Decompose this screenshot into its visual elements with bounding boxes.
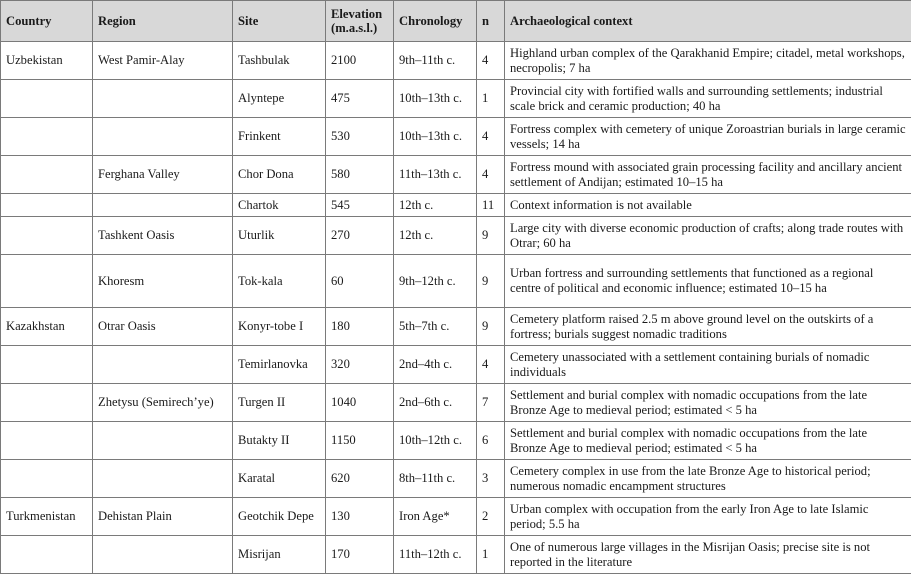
cell-elevation: 620 (326, 460, 394, 498)
table-row (1, 194, 911, 217)
cell-site: Tok-kala (233, 255, 326, 308)
cell-site: Chor Dona (233, 156, 326, 194)
cell-n: 1 (477, 536, 505, 574)
cell-region: Tashkent Oasis (93, 217, 233, 255)
cell-site: Turgen II (233, 384, 326, 422)
cell-country (1, 536, 93, 574)
cell-region (93, 460, 233, 498)
cell-elevation: 2100 (326, 42, 394, 80)
cell-site: Temirlanovka (233, 346, 326, 384)
cell-country (1, 217, 93, 255)
cell-context: Settlement and burial complex with nomadic occupations from the late Bronze Age to medieval period; estimated < 5 ha (505, 422, 911, 460)
cell-country (1, 80, 93, 118)
cell-chronology: Iron Age* (394, 498, 477, 536)
cell-country (1, 156, 93, 194)
cell-chronology: 9th–12th c. (394, 255, 477, 308)
header-context: Archaeological context (505, 1, 911, 42)
cell-elevation: 475 (326, 80, 394, 118)
cell-chronology: 2nd–6th c. (394, 384, 477, 422)
cell-region (93, 194, 233, 217)
table-row (1, 536, 911, 574)
cell-region: West Pamir-Alay (93, 42, 233, 80)
cell-n: 4 (477, 118, 505, 156)
cell-site: Misrijan (233, 536, 326, 574)
cell-site: Butakty II (233, 422, 326, 460)
cell-region (93, 536, 233, 574)
header-chronology: Chronology (394, 1, 477, 42)
cell-elevation: 545 (326, 194, 394, 217)
cell-site: Konyr-tobe I (233, 308, 326, 346)
cell-region (93, 346, 233, 384)
cell-n: 9 (477, 308, 505, 346)
cell-country (1, 255, 93, 308)
header-elevation-line1: Elevation (331, 7, 383, 21)
header-row (1, 1, 911, 42)
cell-n: 4 (477, 346, 505, 384)
table-row (1, 346, 911, 384)
cell-context: Cemetery complex in use from the late Bronze Age to historical period; numerous nomadic encampment structures (505, 460, 911, 498)
cell-site: Chartok (233, 194, 326, 217)
cell-n: 11 (477, 194, 505, 217)
cell-context: Highland urban complex of the Qarakhanid Empire; citadel, metal workshops, necropolis; 7 ha (505, 42, 911, 80)
table-row (1, 384, 911, 422)
cell-context: Fortress mound with associated grain processing facility and ancillary ancient settlement of Andijan; estimated 10–15 ha (505, 156, 911, 194)
cell-chronology: 11th–12th c. (394, 536, 477, 574)
cell-chronology: 11th–13th c. (394, 156, 477, 194)
header-elevation-line2: (m.a.s.l.) (331, 21, 378, 35)
cell-context: Provincial city with fortified walls and surrounding settlements; industrial scale brick and ceramic production; 40 ha (505, 80, 911, 118)
cell-context: Settlement and burial complex with nomadic occupations from the late Bronze Age to medieval period; estimated < 5 ha (505, 384, 911, 422)
cell-country (1, 346, 93, 384)
cell-country (1, 460, 93, 498)
cell-site: Tashbulak (233, 42, 326, 80)
cell-context: Urban fortress and surrounding settlements that functioned as a regional centre of political and economic influence; estimated 10–15 ha (505, 255, 911, 308)
table-row (1, 118, 911, 156)
header-n: n (477, 1, 505, 42)
cell-region: Khoresm (93, 255, 233, 308)
cell-elevation: 170 (326, 536, 394, 574)
cell-region: Ferghana Valley (93, 156, 233, 194)
cell-context: Urban complex with occupation from the early Iron Age to late Islamic period; 5.5 ha (505, 498, 911, 536)
cell-country: Uzbekistan (1, 42, 93, 80)
cell-site: Uturlik (233, 217, 326, 255)
cell-context: Cemetery platform raised 2.5 m above ground level on the outskirts of a fortress; burials suggest nomadic traditions (505, 308, 911, 346)
cell-elevation: 270 (326, 217, 394, 255)
cell-chronology: 10th–12th c. (394, 422, 477, 460)
cell-country: Kazakhstan (1, 308, 93, 346)
cell-n: 2 (477, 498, 505, 536)
table-row (1, 460, 911, 498)
table-row (1, 498, 911, 536)
cell-n: 6 (477, 422, 505, 460)
cell-region (93, 422, 233, 460)
cell-elevation: 580 (326, 156, 394, 194)
table-row (1, 422, 911, 460)
header-country: Country (1, 1, 93, 42)
cell-context: Context information is not available (505, 194, 911, 217)
cell-region: Zhetysu (Semirech’ye) (93, 384, 233, 422)
cell-region (93, 118, 233, 156)
cell-site: Alyntepe (233, 80, 326, 118)
cell-chronology: 12th c. (394, 217, 477, 255)
cell-region (93, 80, 233, 118)
cell-elevation: 1040 (326, 384, 394, 422)
table-row (1, 217, 911, 255)
cell-chronology: 9th–11th c. (394, 42, 477, 80)
cell-country: Turkmenistan (1, 498, 93, 536)
cell-n: 4 (477, 42, 505, 80)
cell-elevation: 60 (326, 255, 394, 308)
cell-country (1, 384, 93, 422)
cell-n: 7 (477, 384, 505, 422)
cell-elevation: 130 (326, 498, 394, 536)
cell-elevation: 1150 (326, 422, 394, 460)
table-row (1, 42, 911, 80)
cell-site: Geotchik Depe (233, 498, 326, 536)
cell-context: Cemetery unassociated with a settlement containing burials of nomadic individuals (505, 346, 911, 384)
cell-chronology: 10th–13th c. (394, 80, 477, 118)
cell-context: Large city with diverse economic production of crafts; along trade routes with Otrar; 60 ha (505, 217, 911, 255)
header-site: Site (233, 1, 326, 42)
cell-context: Fortress complex with cemetery of unique Zoroastrian burials in large ceramic vessels; 14 ha (505, 118, 911, 156)
cell-region: Dehistan Plain (93, 498, 233, 536)
cell-site: Frinkent (233, 118, 326, 156)
cell-country (1, 422, 93, 460)
table-row (1, 156, 911, 194)
cell-elevation: 530 (326, 118, 394, 156)
cell-chronology: 10th–13th c. (394, 118, 477, 156)
cell-elevation: 180 (326, 308, 394, 346)
table-row (1, 308, 911, 346)
cell-country (1, 118, 93, 156)
cell-n: 9 (477, 217, 505, 255)
cell-n: 9 (477, 255, 505, 308)
cell-elevation: 320 (326, 346, 394, 384)
cell-region: Otrar Oasis (93, 308, 233, 346)
table-row (1, 255, 911, 308)
cell-chronology: 2nd–4th c. (394, 346, 477, 384)
header-region: Region (93, 1, 233, 42)
header-elevation (326, 1, 394, 42)
cell-country (1, 194, 93, 217)
cell-n: 1 (477, 80, 505, 118)
table-row (1, 80, 911, 118)
cell-n: 3 (477, 460, 505, 498)
cell-n: 4 (477, 156, 505, 194)
cell-chronology: 5th–7th c. (394, 308, 477, 346)
cell-context: One of numerous large villages in the Misrijan Oasis; precise site is not reported in the literature (505, 536, 911, 574)
cell-chronology: 12th c. (394, 194, 477, 217)
cell-site: Karatal (233, 460, 326, 498)
cell-chronology: 8th–11th c. (394, 460, 477, 498)
